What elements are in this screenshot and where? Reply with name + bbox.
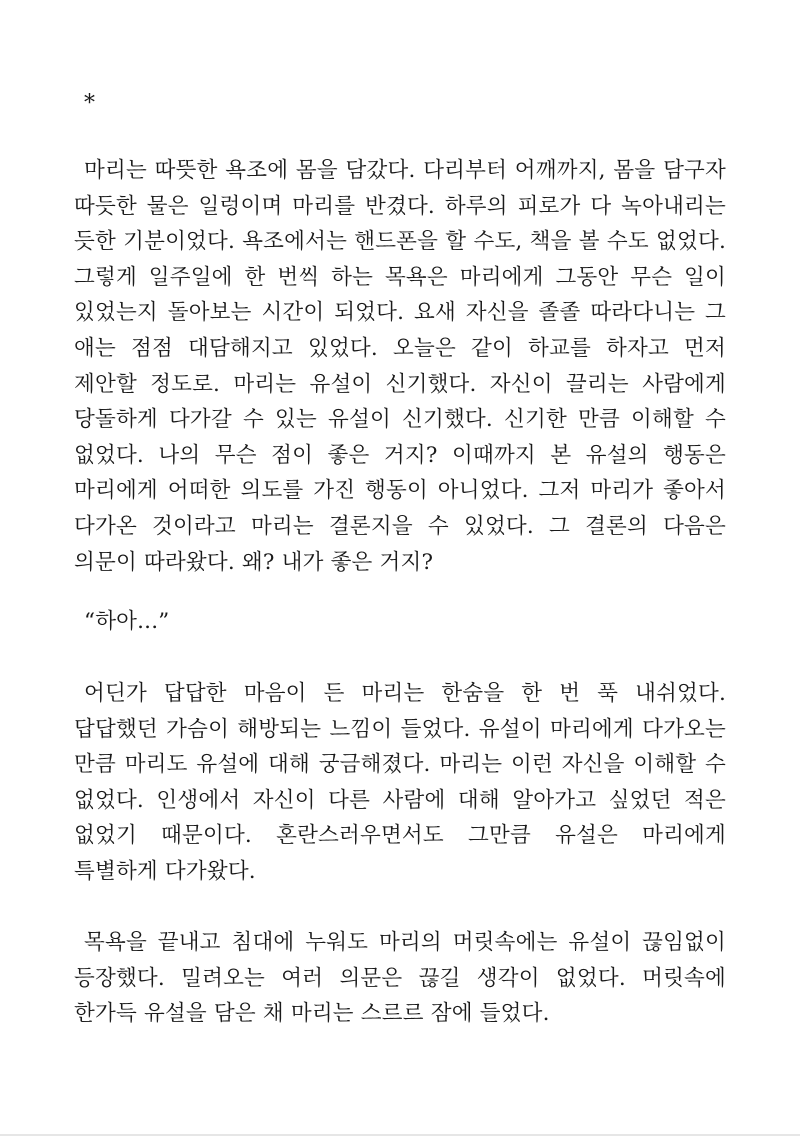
paragraph-sleep: 목욕을 끝내고 침대에 누워도 마리의 머릿속에는 유설이 끊임없이 등장했다. 밀려오는 여러 의문은 끊길 생각이 없었다. 머릿속에 한가득 유설을 담은 채 마리는 스르르 잠에 들었다. (74, 930, 726, 1027)
paragraph-frustration: 어딘가 답답한 마음이 든 마리는 한숨을 한 번 푹 내쉬었다. 답답했던 가슴이 해방되는 느낌이 들었다. 유설이 마리에게 다가오는 만큼 마리도 유설에 대해 궁금해졌다. 마리는 이런 자신을 이해할 수 없었다. 인생에서 자신이 다른 사람에 대해 알아가고 싶었던 적은 없었기 때문이다. 혼란스러우면서도 그만큼 유설은 마리에게 특별하게 다가왔다. (74, 681, 726, 884)
paragraph-bath: 마리는 따뜻한 욕조에 몸을 담갔다. 다리부터 어깨까지, 몸을 담구자 따듯한 물은 일렁이며 마리를 반겼다. 하루의 피로가 다 녹아내리는 듯한 기분이었다. 욕조에서는 핸드폰을 할 수도, 책을 볼 수도 없었다. 그렇게 일주일에 한 번씩 하는 목욕은 마리에게 그동안 무슨 일이 있었는지 돌아보는 시간이 되었다. 요새 자신을 졸졸 따라다니는 그 애는 점점 대담해지고 있었다. 오늘은 같이 하교를 하자고 먼저 제안할 정도로. 마리는 유설이 신기했다. 자신이 끌리는 사람에게 당돌하게 다가갈 수 있는 유설이 신기했다. 신기한 만큼 이해할 수 없었다. 나의 무슨 점이 좋은 거지? 이때까지 본 유설의 행동은 마리에게 어떠한 의도를 가진 행동이 아니었다. 그저 마리가 좋아서 다가온 것이라고 마리는 결론지을 수 있었다. 그 결론의 다음은 의문이 따라왔다. 왜? 내가 좋은 거지? (74, 158, 726, 575)
paragraph-sigh-dialogue: “하아...” (84, 609, 170, 634)
section-break-asterisk: * (84, 91, 95, 116)
